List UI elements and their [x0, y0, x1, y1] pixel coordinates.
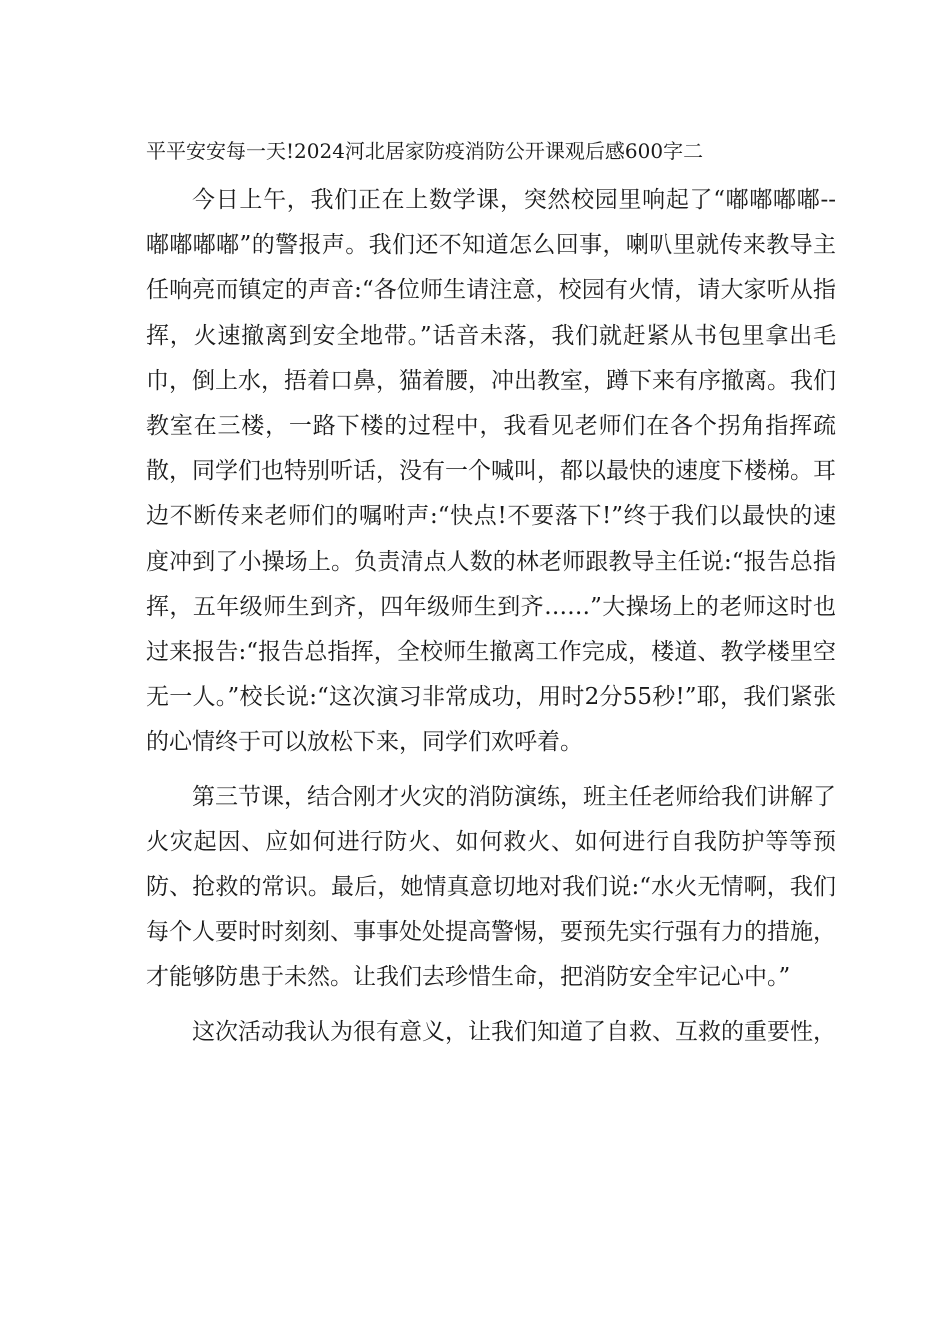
paragraph-3: 这次活动我认为很有意义，让我们知道了自救、互救的重要性， [192, 1018, 836, 1045]
paragraph-1: 今日上午，我们正在上数学课，突然校园里响起了“嘟嘟嘟嘟--嘟嘟嘟嘟”的警报声。我们还不知道怎么回事，喇叭里就传来教导主任响亮而镇定的声音:“各位师生请注意，校园有火情，请大家听从指挥，火速撤离到安全地带。”话音未落，我们就赶紧从书包里拿出毛巾，倒上水，捂着口鼻，猫着腰，冲出教室，蹲下来有序撤离。我们教室在三楼，一路下楼的过程中，我看见老师们在各个拐角指挥疏散，同学们也特别听话，没有一个喊叫，都以最快的速度下楼梯。耳边不断传来老师们的嘱咐声:“快点!不要落下!”终于我们以最快的速度冲到了小操场上。负责清点人数的林老师跟教导主任说:“报告总指挥，五年级师生到齐，四年级师生到齐……”大操场上的老师这时也过来报告:“报告总指挥，全校师生撤离工作完成，楼道、教学楼里空无一人。”校长说:“这次演习非常成功，用时2分55秒!”耶，我们紧张的心情终于可以放松下来，同学们欢呼着。 [146, 187, 836, 756]
paragraph-2: 第三节课，结合刚才火灾的消防演练，班主任老师给我们讲解了火灾起因、应如何进行防火、如何救火、如何进行自我防护等等预防、抢救的常识。最后，她情真意切地对我们说:“水火无情啊，我们每个人要时时刻刻、事事处处提高警惕，要预先实行强有力的措施，才能够防患于未然。让我们去珍惜生命，把消防安全牢记心中。” [146, 783, 836, 991]
document-title: 平平安安每一天!2024河北居家防疫消防公开课观后感600字二 [146, 139, 704, 163]
document-body [146, 178, 836, 1055]
